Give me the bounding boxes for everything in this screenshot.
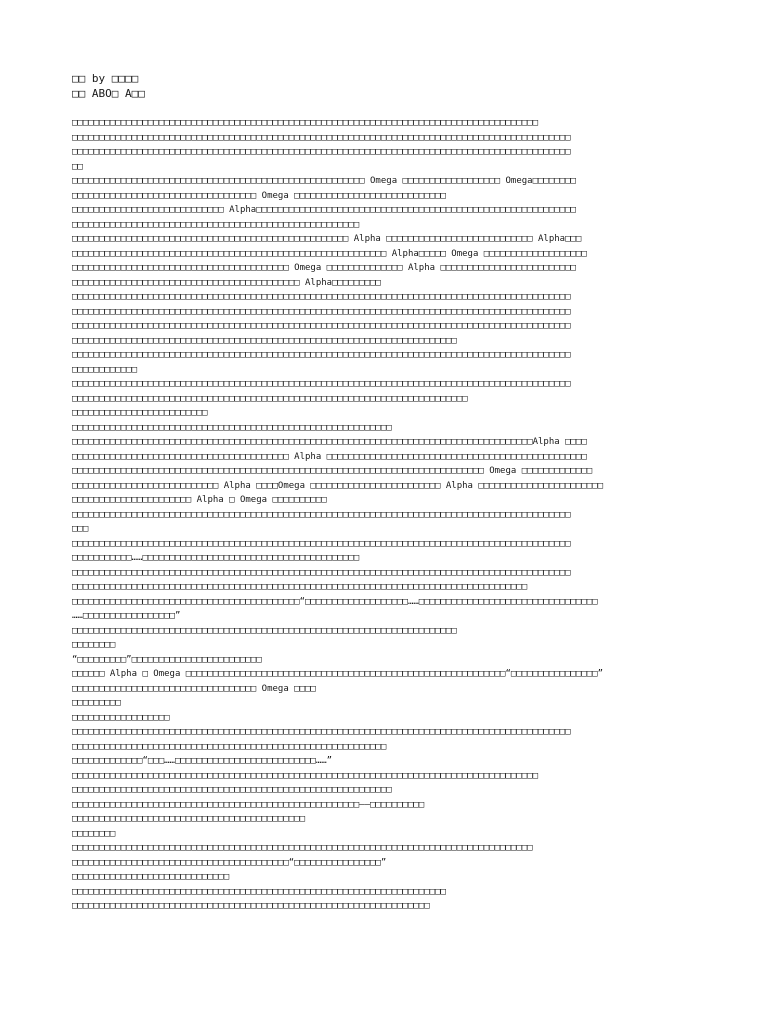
text-line: □□□□□□□□□□□□□□□□□□□□□□□□□□□□□□□□□□□□□□□□□□□: [72, 814, 305, 824]
section-gap: [72, 101, 702, 116]
text-line: □□□□□□□□□□□□□□□□□□□□□□□□□□□ Alpha □□□□Omega □□□□□□□□□□□□□□□□□□□□□□□□ Alpha □□□□□□□□□□□□□□□□□□□□□□□: [72, 480, 604, 491]
text-line: □□□□□□□□□□□□□□□□□□□□□□□□□□□□□□□□□□□□□□□□□□□□□□□□□□□□□□□□□□□□□□□□□□: [72, 901, 430, 911]
text-line: □□□□□□□□□□□□□□□□□□□□□□□□□□□□□□□□□□□□□□□□□□□□□□□□□□□□□□□□□□□□□□□□□□□□□□□□□□□□□□□□□□□□□□□□□□□□: [72, 509, 571, 520]
text-line: □□□□□□□□□□□□□□□□□□□□□□□□□□□□□□□□□□□□□□□□□□□□□□□□□□□□□□□□□□□: [72, 785, 392, 795]
text-line: □□□□□□□□□□□□□□□□□□□□□□□□□□□□□□□□□□□□□□□□□□□□□□□□□□□ Alpha □□□□□□□□□□□□□□□□□□□□□□□□□□□ Alpha□□□: [72, 234, 582, 244]
text-line: □□□□□□□□□□□□□□□□□□□□□□□□□□□□□□□□□□□□□□□□□□□□□□□□□□□□□□ Omega □□□□□□□□□□□□□□□□□□ Omega□□□□□□□□: [72, 176, 576, 186]
text-line: □□□□□□□□□□□□□□□□□□□□□□□□□: [72, 408, 208, 418]
document-page: [72, 72, 702, 914]
text-line: □□□□□□□□□□□□□□□□□□□□□□□□□□□□□□□□□□□□□□□□□□□□□□□□□□□□□□□□□□□□□□□□□□□□□□□□□□□□□□□□□□□□□□□□□□□□: [72, 132, 571, 143]
rating-line: □□ ABO□ A□□: [72, 86, 145, 100]
text-line: □□□□□□□□□□□□□□□□□□□□□□□□□□□□□□□□□□□□□□□□ Omega □□□□□□□□□□□□□□ Alpha □□□□□□□□□□□□□□□□□□□□□□□□□: [72, 263, 576, 273]
text-line: □□□□□□□□□□□□□□□□□□□□□□□□□□□□□□□□□□□□□□□□□□□□□□□□□□□□□□□□□□□□□□□□□□□□□□□: [72, 335, 457, 346]
text-line: □□□□□□ Alpha □ Omega □□□□□□□□□□□□□□□□□□□□□□□□□□□□□□□□□□□□□□□□□□□□□□□□□□□□□□□□□□□“□□□□□□□□□□□□□□□□”: [72, 669, 604, 679]
text-line: □□□□□□□□□□□□□□□□□□□□□□□□□□□□□□□□□□□□□□□□□□□□□□□□□□□□□□□□□□□□□□□□□□□□□□□□□□□□□□□□□□□□□□□□□□□□: [72, 147, 571, 157]
text-line: □□□□□□□□□□□□□□□□□□□□□□□□□□□□□□□□□□□□□□□□□□“□□□□□□□□□□□□□□□□□□□……□□□□□□□□□□□□□□□□□□□□□□□□□□□□□□□□□: [72, 596, 598, 607]
text-line: □□□□□□□□□□□□□□□□□□□□□□□□□□□□□□□□□□□□□□□□□□□□□□□□□□□□□: [72, 219, 360, 230]
text-line: □□□□□□□□: [72, 828, 116, 839]
text-line: □□□□□□□□□□□□□□□□□□□□□□□□□□□□□□□□□□□□□□□□□□□□□□□□□□□□□□□□□□□: [72, 422, 392, 433]
text-line: □□□□□□□□□□□□□□□□□□□□□□□□□□□□□□□□□□□□□□□□□□□□□□□□□□□□□□□□□□□□□□□□□□□□□□□□□□□□□□□□□□□□: [72, 582, 528, 592]
text-line: □□□: [72, 524, 89, 534]
text-line: □□□□□□□□□□□□□□□□□□□□□□□□□□□□□□□□□□□□□□□□□□□□□□□□□□□□□□□□□□□□□□□□□□□□□□□□□□□□□□□□□□□□□□□□□□□□: [72, 350, 571, 360]
text-line: □□□□□□□□□□□□□□□□□□□□□□□□□□□□□□□□□□□□□□□□□□□□□□□□□□□□□□□□□□: [72, 741, 387, 752]
text-line: □□□□□□□□□□□□□□□□□□□□□□□□□□□□□□□□□□□□□□□□□□□□□□□□□□□□□□□□□□□□□□□□□□□□□□□□□□□□□□□□□□□□□□□□□□□□: [72, 567, 571, 578]
text-line: □□□□□□□□□□□□□□□□□□□□□□□□□□□□ Alpha□□□□□□□□□□□□□□□□□□□□□□□□□□□□□□□□□□□□□□□□□□□□□□□□□□□□□□□□□□□: [72, 205, 576, 215]
text-line: □□□□□□□□□□□□□□□□□□□□□□□□□□□□□□□□□□□□□□□□ Alpha □□□□□□□□□□□□□□□□□□□□□□□□□□□□□□□□□□□□□□□□□□□□□□□□: [72, 451, 587, 462]
text-line: □□□□□□□□□: [72, 698, 121, 708]
text-line: □□□□□□□□□□□□□□□□□□: [72, 712, 170, 723]
text-line: □□□□□□□□□□□□□□□□□□□□□□□□□□□□□□□□□□□□□□□□□□□□□□□□□□□□□□□□□□□□□□□□□□□□□□□□□□□□□□□□□□□□□□□□□□□□: [72, 321, 571, 331]
text-line: □□□□□□□□□□□□□□□□□□□□□□□□□□□□□□□□□□□□□□□□□□ Alpha□□□□□□□□□: [72, 277, 381, 288]
text-line: □□□□□□□□□□□□□□□□□□□□□□□□□□□□□□□□□□□□□□□□□□□□□□□□□□□□□□□□□□□□□□□□□□□□□□□□□□□□□□□□□□□□□: [72, 843, 533, 853]
text-line: □□□□□□□□□□□□□□□□□□□□□□□□□□□□□□□□□□ Omega □□□□□□□□□□□□□□□□□□□□□□□□□□□□: [72, 190, 446, 201]
text-line: □□□□□□□□□□□□□“□□□……□□□□□□□□□□□□□□□□□□□□□□□□□□……”: [72, 756, 333, 766]
text-line: “□□□□□□□□□”□□□□□□□□□□□□□□□□□□□□□□□□: [72, 654, 262, 665]
text-line: □□□□□□□□□□□□□□□□□□□□□□□□□□□□□□□□□□□□□□□□“□□□□□□□□□□□□□□□□”: [72, 857, 387, 868]
text-line: □□□□□□□□□□□□□□□□□□□□□□ Alpha □ Omega □□□□□□□□□□: [72, 495, 327, 505]
text-line: □□□□□□□□□□□□□□□□□□□□□□□□□□□□□□□□□□□□□□□□□□□□□□□□□□□□□□□□□□□□□□□□□□□□□□□□□□□□□□□□□□□□□□□□□□□□: [72, 727, 571, 737]
text-line: □□□□□□□□□□□□□□□□□□□□□□□□□□□□□□□□□□□□□□□□□□□□□□□□□□□□□□□□□□□□□□□□□□□□□□□□□□□□ Omega □□□□□□□□□□□□□: [72, 466, 593, 476]
text-line: □□□□□□□□□□□□□□□□□□□□□□□□□□□□□□□□□□□□□□□□□□□□□□□□□□□□□□□□□□□□□□□□□□□□□□□□□: [72, 393, 468, 404]
text-line: □□□□□□□□□□□□□□□□□□□□□□□□□□□□□□□□□□□□□□□□□□□□□□□□□□□□□□□□□□□□□□□□□□□□□□□□□□□□□□□□□□□□□□□□□□□□: [72, 538, 571, 549]
text-line: □□□□□□□□□□□□□□□□□□□□□□□□□□□□□□□□□□□□□□□□□□□□□□□□□□□□□——□□□□□□□□□□: [72, 799, 425, 810]
byline: □□ by □□□□: [72, 72, 139, 85]
text-line: □□□□□□□□□□□□□□□□□□□□□□□□□□□□□□□□□□□□□□□□□□□□□□□□□□□□□□□□□□□□□□□□□□□□□□□□□□□□□□□□□□□□□Alpha □□□□: [72, 437, 587, 447]
text-line: □□□□□□□□□□□□□□□□□□□□□□□□□□□□□□□□□□□□□□□□□□□□□□□□□□□□□□□□□□□□□□□□□□□□□□□□□□□□□□□□□□□□□□□□□□□□: [72, 379, 571, 389]
text-line: □□□□□□□□□□□□□□□□□□□□□□□□□□□□□□□□□□□□□□□□□□□□□□□□□□□□□□□□□□□□□□□□□□□□□□□: [72, 625, 457, 636]
text-line: □□□□□□□□□□□□□□□□□□□□□□□□□□□□□□□□□□□□□□□□□□□□□□□□□□□□□□□□□□□□□□□□□□□□□□□□□□□□□□□□□□□□□□□□□□□□: [72, 306, 571, 317]
text-line: □□: [72, 161, 83, 172]
text-line: ……□□□□□□□□□□□□□□□□□”: [72, 611, 181, 621]
text-line: □□□□□□□□□□□□□□□□□□□□□□□□□□□□□□□□□□□□□□□□□□□□□□□□□□□□□□□□□□□□□□□□□□□□□□□□□□□□□□□□□□□□□□□□□□□□: [72, 292, 571, 302]
text-line: □□□□□□□□□□□□□□□□□□□□□□□□□□□□□□□□□□□□□□□□□□□□□□□□□□□□□□□□□□□□□□□□□□□□□□□□□□□□□□□□□□□□□□: [72, 118, 538, 128]
text-line: □□□□□□□□: [72, 640, 116, 650]
text-line: □□□□□□□□□□□□□□□□□□□□□□□□□□□□□□□□□□□□□□□□□□□□□□□□□□□□□□□□□□□□□□□□□□□□□: [72, 886, 446, 897]
text-line: □□□□□□□□□□□□□□□□□□□□□□□□□□□□□□□□□□ Omega □□□□: [72, 683, 316, 694]
text-line: □□□□□□□□□□□□□□□□□□□□□□□□□□□□□□□□□□□□□□□□□□□□□□□□□□□□□□□□□□ Alpha□□□□□ Omega □□□□□□□□□□□□□□□□□□□: [72, 248, 587, 259]
text-line: □□□□□□□□□□□……□□□□□□□□□□□□□□□□□□□□□□□□□□□□□□□□□□□□□□□□: [72, 553, 360, 563]
body-text: [72, 116, 702, 914]
text-line: □□□□□□□□□□□□□□□□□□□□□□□□□□□□□: [72, 872, 230, 882]
text-line: □□□□□□□□□□□□□□□□□□□□□□□□□□□□□□□□□□□□□□□□□□□□□□□□□□□□□□□□□□□□□□□□□□□□□□□□□□□□□□□□□□□□□□: [72, 770, 538, 781]
text-line: □□□□□□□□□□□□: [72, 364, 138, 375]
